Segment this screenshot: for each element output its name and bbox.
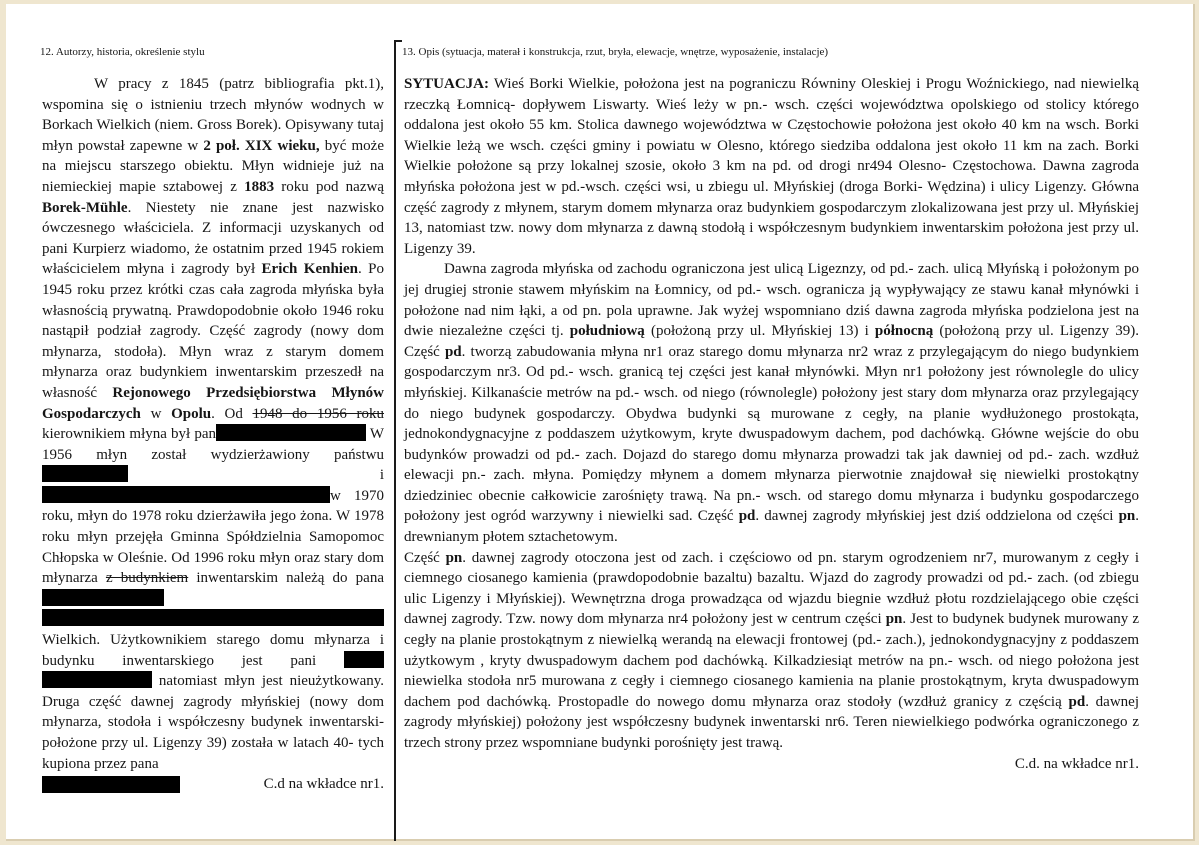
situation-label: SYTUACJA: <box>404 76 490 92</box>
description-paragraph <box>404 548 1139 754</box>
abbr-pd: pd <box>444 343 462 360</box>
text-run: Część <box>404 549 446 566</box>
text-run: kierownikiem młyna był pan <box>42 426 216 443</box>
text-run: . Jest to budynek budynek murowany z cegły na planie prostokątnym z niewielką werandą na elewacji frontowej (pd.- zach.), jednokondygnacyjny z poddaszem użytkowym , kryty dwuspadowym dachem pod dachówką. Kilkadziesiąt metrów na pn.- wsch. od niego położona jest niewielka stodoła nr5 murowana z cegły i ciemnego ciosanego kamienia na planie prostokątnym, kryta dwuspadowym dachem pod dachówką. Prostopadle do nowego domu młynarza oraz stodoły (wzdłuż granicy z częścią <box>404 611 1139 710</box>
column-divider <box>394 40 396 841</box>
north-part-label: północną <box>874 323 934 340</box>
continued-note: C.d. na wkładce nr1. <box>1014 755 1139 772</box>
text-run: w 1970 roku, młyn do 1978 roku dzierżawiła jego żona. W 1978 roku młyn przejęła Gminna Spółdzielnia Samopomoc Chłopska w Oleśnie. Od 1996 roku młyn oraz stary dom młynarza <box>42 487 384 587</box>
text-run: Wieś Borki Wielkie, położona jest na pograniczu Równiny Oleskiej i Progu Woźnickiego, nad niewielką rzeczką Łomnicą- dopływem Liswarty. Wieś leży w pn.- wsch. części województwa opolskiego od stolicy którego oddalona jest około 55 km. Stolica dawnego województwa w Częstochowie położona jest około 40 km na wsch. Borki Wielkie leżą we wsch. części gminy i powiatu w Olesno, którego siedziba oddalona jest około 11 km na zach. Borki Wielkie położone są przy lokalnej szosie, około 3 km na pd. od drogi nr494 Olesno- Częstochowa. Dawna zagroda młyńska położona jest w pd.-wsch. części wsi, u zbiegu ul. Młyńskiej (droga Borki- Wędzina) i ulicy Ligenzy. Główna część zagrody z młynem, starym domem młynarza oraz budynkiem gospodarczym zlokalizowana jest przy ul. Młyńskiej 13, natomiast tzw. nowy dom młynarza z dawną stodołą i współczesnym budynkiem inwentarskim położona jest przy ul. Ligenzy 39. <box>404 76 1139 257</box>
history-paragraph <box>42 74 384 630</box>
german-mill-name: Borek-Mühle <box>42 199 128 216</box>
text-run: Wielkich. Użytkownikiem starego domu młynarza i budynku inwentarskiego jest pani <box>42 632 384 669</box>
text-run: . Niestety nie znane jest nazwisko ówczesnego właściciela. Z informacji uzyskanych od pani Kurpierz wiadomo, że ostatnim przed 1945 rokiem właścicielem młyna i zagrody był <box>42 199 384 278</box>
section-header-description: 13. Opis (sytuacja, materał i konstrukcja, rzut, bryła, elewacje, wnętrze, wyposażenie, instalacje) <box>402 46 829 58</box>
situation-paragraph <box>404 74 1139 259</box>
abbr-pn: pn <box>445 549 463 566</box>
history-paragraph <box>42 630 384 774</box>
text-run: . dawnej zagrody otoczona jest od zach. i częściowo od pn. starym ogrodzeniem nr7, murowanym z cegły i ciemnego ciosanego kamienia (prawdopodobnie bazaltu) bazaltu. Wjazd do zagrody prowadzi od pd.- zach. (od zbiegu ulic Ligenzy i Młyńskiej). Wewnętrzna droga prowadząca od wjazdu biegnie wzdłuż płotu rozdzielającego obie części dawnej zagrody. Tzw. nowy dom młynarza nr4 położony jest w centrum części <box>404 549 1139 628</box>
enterprise-name: Rejonowego Przedsiębiorstwa Młynów Gospodarczych <box>42 384 384 422</box>
text-run: . tworzą zabudowania młyna nr1 oraz starego domu młynarza nr2 wraz z przylegającym do niego budynkiem gospodarczym nr3. Od pd.- wsch. granicą tej części jest kanał młynówki. Młyn nr1 położony jest równolegle do ulicy młyńskiej. Kilkanaście metrów na pd.- wsch. od niego (równolegle) położony jest stary dom młynarza oraz przylegający do niego budynek gospodarczy. Obydwa budynki są murowane z cegły, na planie wydłużonego prostokąta, jednokondygnacyjne z poddaszem użytkowym, kryte dwuspadowym dachem, pod dachówką. Główne wejście do obu budynków prowadzi od pd.- zach. Dojazd do starego domu młynarza prowadzi tak jak dawniej od pd.- zach. wzdłuż elewacji pn.- zach. młyna. Pomiędzy młynem a domem młynarza pierwotnie znajdował się niewielki prostokątny dziedziniec obecnie całkowicie zarośnięty trawą. Na pn.- wsch. od starego domu młynarza i budynku gospodarczego położony jest ogród warzywny i niewielki sad. Część <box>404 343 1139 525</box>
text-run: (położoną przy ul. Ligenzy 39). Część <box>404 323 1139 360</box>
redaction-box <box>344 651 384 668</box>
redaction-box <box>42 776 180 793</box>
abbr-pn: pn <box>1118 508 1136 525</box>
text-run: w <box>140 405 172 422</box>
map-year: 1883 <box>244 178 275 195</box>
text-run: i <box>128 467 384 484</box>
redaction-box <box>42 609 384 626</box>
abbr-pd: pd <box>1068 693 1086 710</box>
redaction-box <box>42 671 152 688</box>
abbr-pd: pd <box>738 508 756 525</box>
struck-years: 1948 do 1956 roku <box>252 405 384 422</box>
description-paragraph <box>404 259 1139 547</box>
text-run: Dawna zagroda młyńska od zachodu ograniczona jest ulicą Ligeznzy, od pd.- zach. ulicą Młyńską i położonym po jej drugiej stronie stawem młyńskim na Łomnicy, od pd.- wsch. ogranicza ją wypływający ze stawu kanał młynówki i położone nad nim łąki, a od pn. pola uprawne. Jak wyżej wspomniano dziś dawna zagroda młyńska podzielona jest na dwie niezależne części tj. <box>404 261 1139 340</box>
redaction-box <box>42 465 128 482</box>
text-run: być może na miejscu starszego obiektu. Młyn widnieje już na niemieckiej mapie sztabowej z <box>42 137 385 195</box>
continued-note: C.d na wkładce nr1. <box>263 776 384 793</box>
signature-row <box>42 774 384 795</box>
history-column <box>42 74 384 795</box>
document-sheet <box>6 4 1195 841</box>
text-run: natomiast młyn jest nieużytkowany. Druga część dawnej zagrody młyńskiej (nowy dom młynarza, stodoła i współczesny budynek inwentarski- położone przy ul. Ligenzy 39) została w latach 40- tych kupiona przez pana <box>42 673 384 772</box>
text-run: W pracy z 1845 (patrz bibliografia pkt.1), wspomina się o istnieniu trzech młynów wodnych w Borkach Wielkich (niem. Gross Borek). Opisywany tutaj młyn powstał zapewne w <box>42 76 384 154</box>
construction-date: 2 poł. XIX wieku, <box>203 137 320 154</box>
description-column <box>404 74 1139 774</box>
owner-name: Erich Kenhien <box>261 261 358 278</box>
text-run: . drewnianym płotem sztachetowym. <box>404 508 1139 546</box>
text-run: . Po 1945 roku przez krótki czas cała zagroda młyńska była własnością prywatną. Prawdopodobnie około 1946 roku nastąpił podział zagrody. Część zagrody (nowy dom młynarza, stodoła). Młyn wraz z starym domem młynarza oraz budynkiem inwentarskim przeszedł na własność <box>42 261 384 401</box>
text-run: . dawnej zagrody młyńskiej jest dziś oddzielona od części <box>755 508 1119 525</box>
struck-text: z budynkiem <box>105 570 189 587</box>
redaction-box <box>216 424 366 441</box>
text-run: roku pod nazwą <box>274 178 384 195</box>
text-run: . Od <box>211 405 253 422</box>
text-run: inwentarskim należą do pana <box>188 570 384 587</box>
text-run: . dawnej zagrody młyńskiej) położony jest współczesny budynek inwentarski nr6. Teren niewielkiego podwórka ograniczonego z trzech strony przez wspomniane budynki porośnięty jest trawą. <box>404 693 1139 751</box>
redaction-box <box>42 486 330 503</box>
header-divider-tick <box>394 40 402 42</box>
text-run: (położoną przy ul. Młyńskiej 13) i <box>644 323 875 340</box>
abbr-pn: pn <box>885 611 903 628</box>
south-part-label: południową <box>569 323 645 340</box>
text-run: W 1956 młyn został wydzierżawiony państwu <box>42 426 384 463</box>
city-name: Opolu <box>171 405 212 422</box>
redaction-box <box>42 589 164 606</box>
section-header-authors-history: 12. Autorzy, historia, określenie stylu <box>40 46 205 58</box>
